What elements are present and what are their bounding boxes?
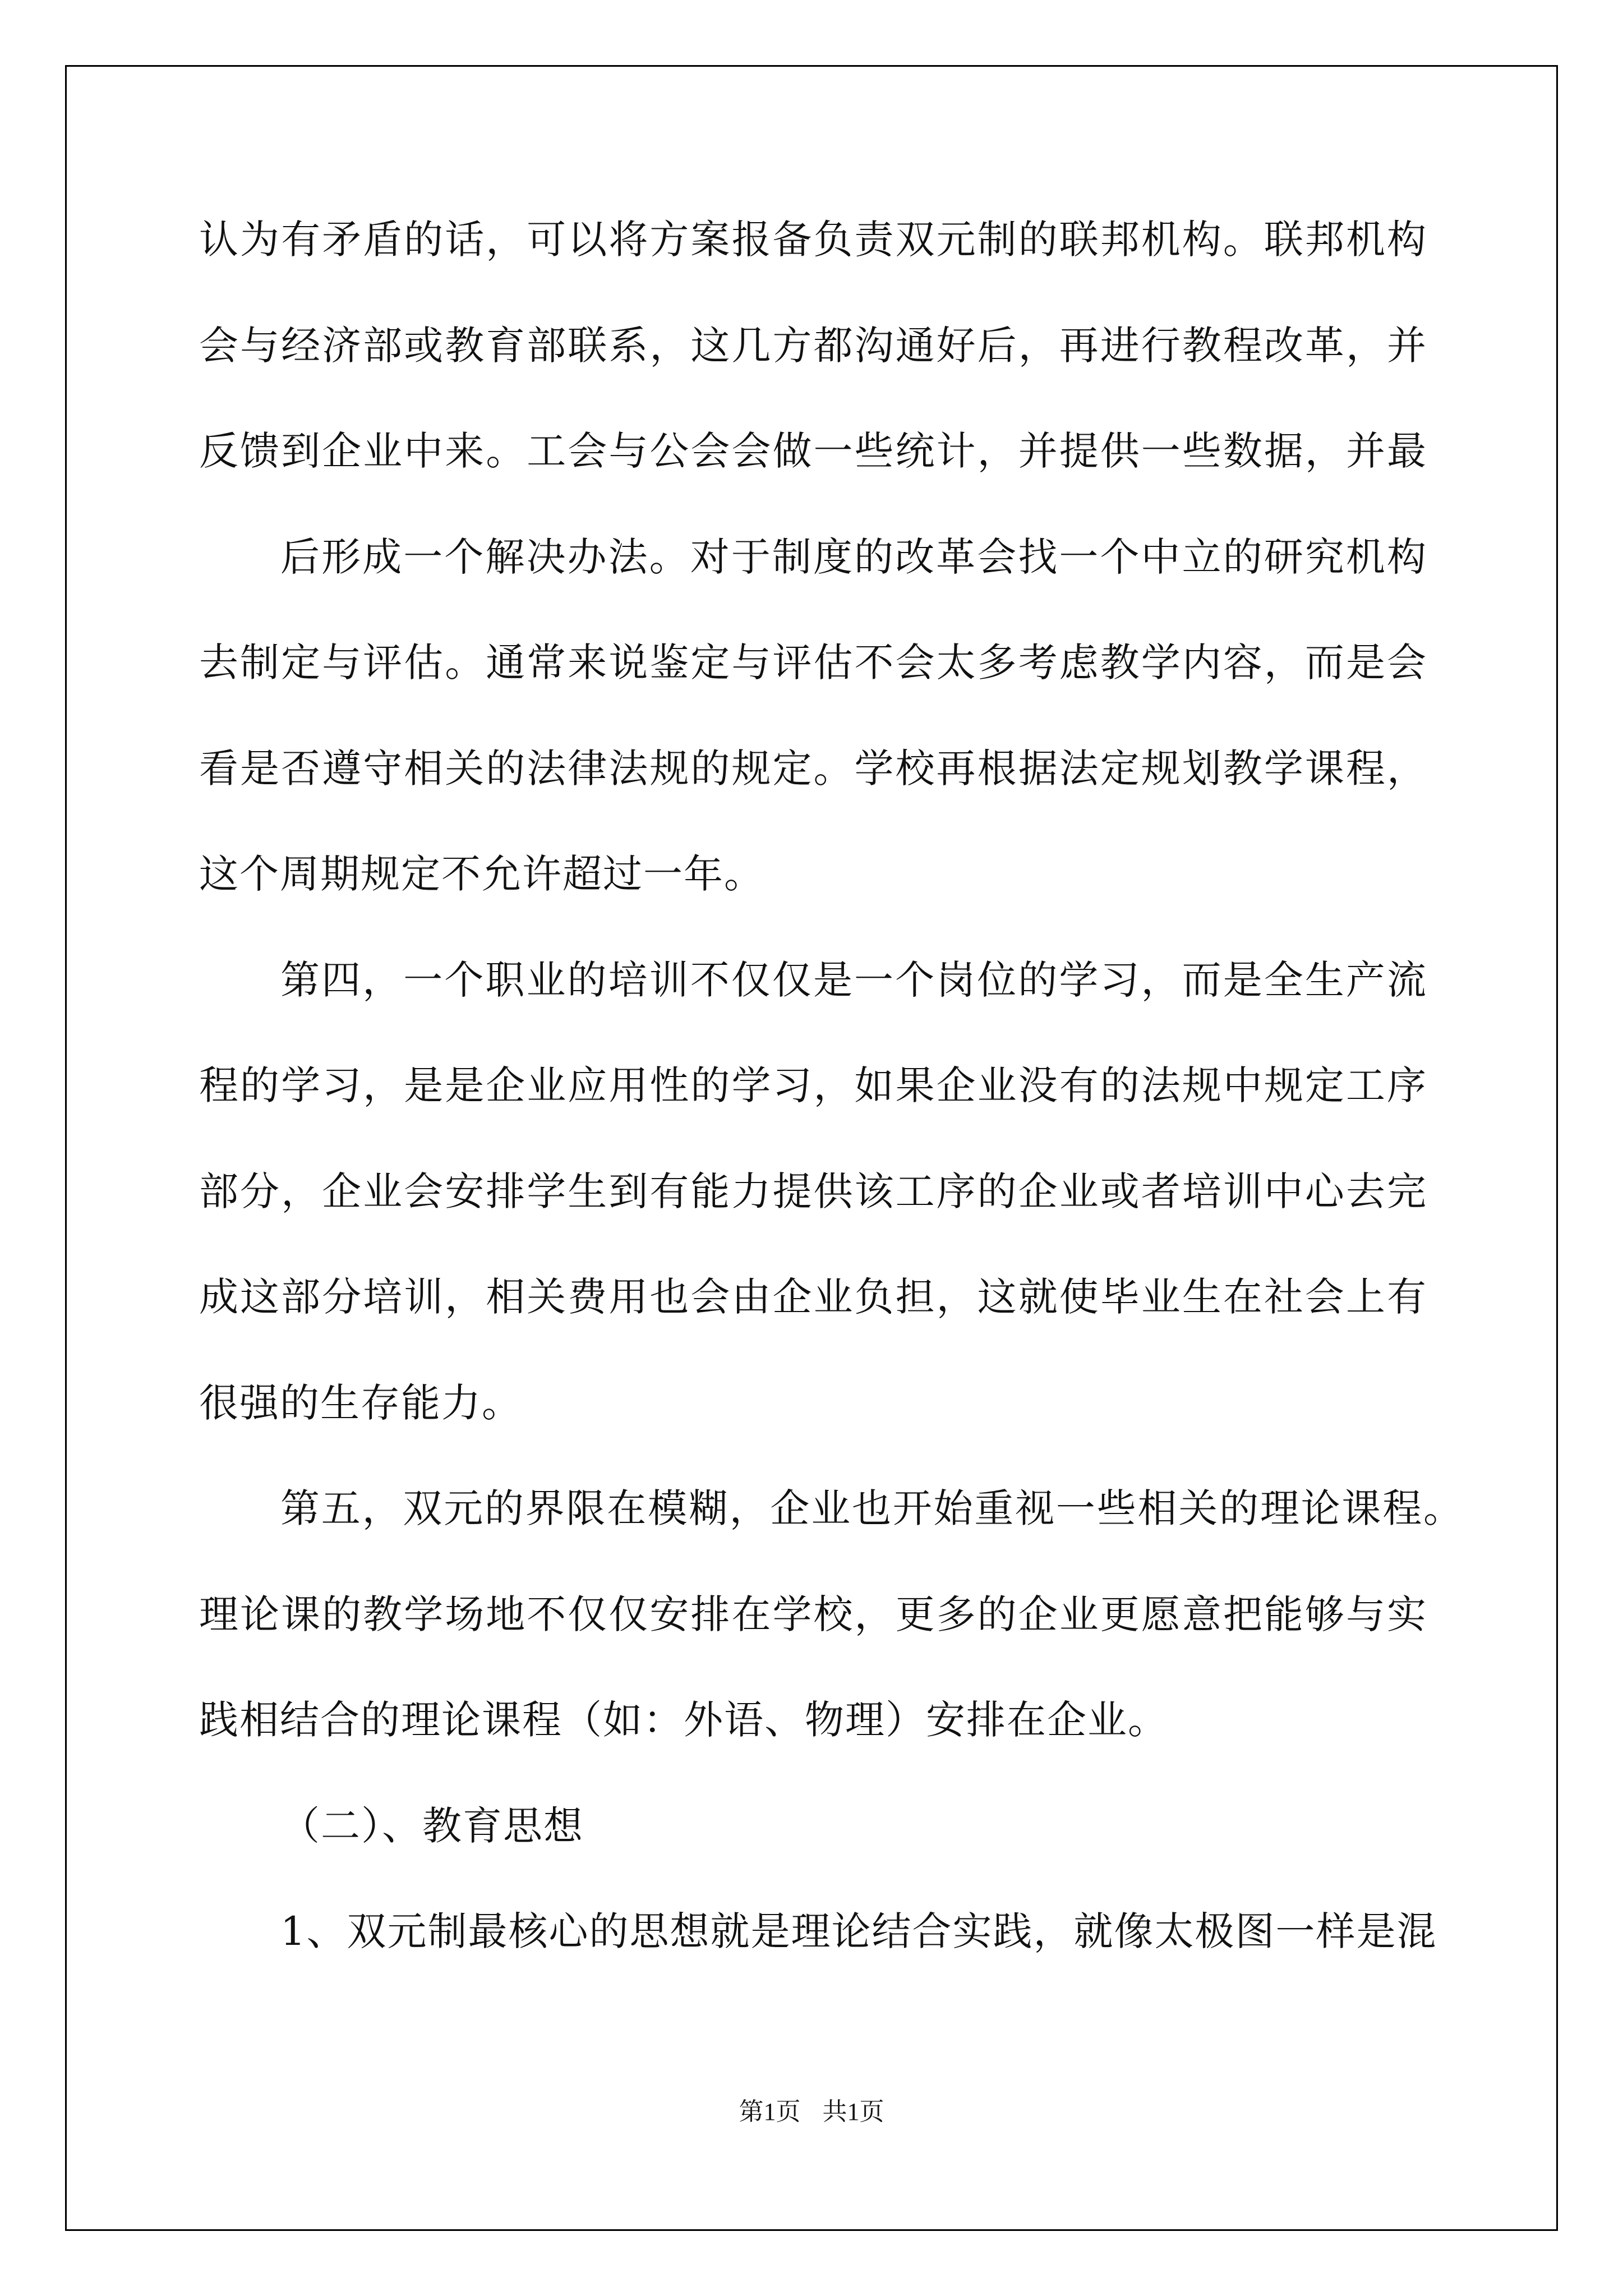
text-line: 反馈到企业中来。工会与公会会做一些统计，并提供一些数据，并最 — [199, 428, 1427, 474]
section-heading: （二）、教育思想 — [280, 1803, 584, 1849]
page-footer — [0, 2095, 1623, 2129]
text-line: 程的学习，是是企业应用性的学习，如果企业没有的法规中规定工序 — [199, 1062, 1427, 1108]
text-line: 成这部分培训，相关费用也会由企业负担，这就使毕业生在社会上有 — [199, 1274, 1427, 1320]
text-line: 很强的生存能力。 — [199, 1380, 522, 1426]
page-number: 第1页 — [739, 2098, 801, 2125]
text-line: 理论课的教学场地不仅仅安排在学校，更多的企业更愿意把能够与实 — [199, 1591, 1427, 1637]
text-line: 践相结合的理论课程（如：外语、物理）安排在企业。 — [199, 1697, 1168, 1743]
text-line: 认为有矛盾的话，可以将方案报备负责双元制的联邦机构。联邦机构 — [199, 217, 1427, 263]
text-line: 1、双元制最核心的思想就是理论结合实践，就像太极图一样是混 — [280, 1908, 1437, 1954]
text-line: 后形成一个解决办法。对于制度的改革会找一个中立的研究机构 — [280, 534, 1427, 580]
text-line: 第四，一个职业的培训不仅仅是一个岗位的学习，而是全生产流 — [280, 957, 1427, 1003]
text-line: 去制定与评估。通常来说鉴定与评估不会太多考虑教学内容，而是会 — [199, 639, 1427, 685]
text-line: 这个周期规定不允许超过一年。 — [199, 851, 764, 897]
text-line: 部分，企业会安排学生到有能力提供该工序的企业或者培训中心去完 — [199, 1168, 1427, 1214]
text-line: 第五，双元的界限在模糊，企业也开始重视一些相关的理论课程。 — [280, 1485, 1464, 1531]
text-line: 看是否遵守相关的法律法规的规定。学校再根据法定规划教学课程， — [199, 746, 1427, 792]
text-line: 会与经济部或教育部联系，这几方都沟通好后，再进行教程改革，并 — [199, 323, 1427, 369]
page-total: 共1页 — [822, 2098, 884, 2125]
